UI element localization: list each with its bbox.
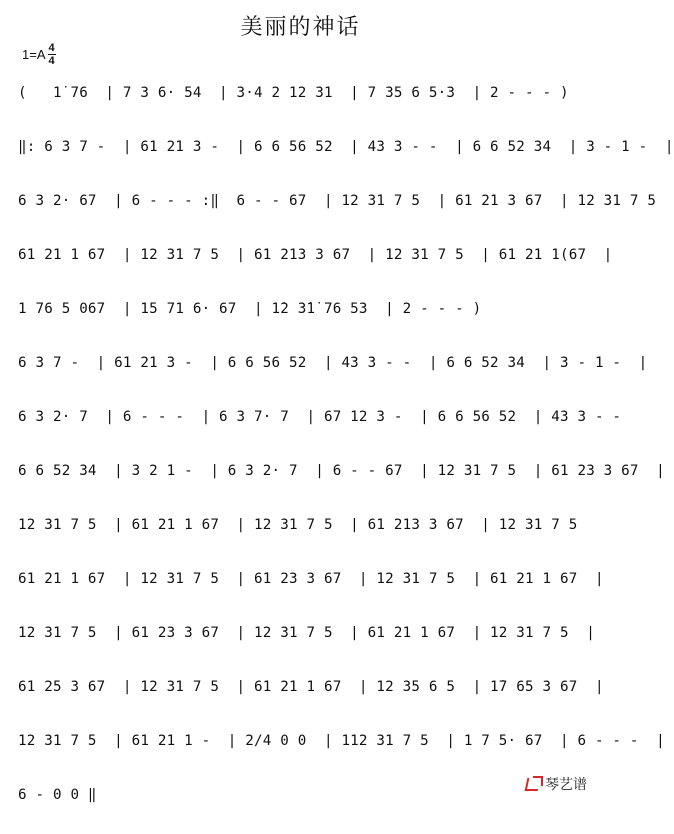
- key-signature: [22, 42, 56, 67]
- site-logo: [526, 774, 587, 794]
- logo-text: 琴艺谱: [545, 776, 587, 792]
- score-line-1: ( 1̇ 76 | 7 3 6· 54 | 3·4 2 12 31 | 7 35 6 5·3 | 2 - - - ): [18, 85, 569, 101]
- score-line-9: 12 31 7 5 | 61 21 1 67 | 12 31 7 5 | 61 213 3 67 | 12 31 7 5: [18, 517, 578, 533]
- score-line-4: 61 21 1 67 | 12 31 7 5 | 61 213 3 67 | 12 31 7 5 | 61 21 1(67 |: [18, 247, 613, 263]
- score-line-10: 61 21 1 67 | 12 31 7 5 | 61 23 3 67 | 12 31 7 5 | 61 21 1 67 |: [18, 571, 604, 587]
- score-line-14: 6 - 0 0 ‖: [18, 787, 97, 803]
- score-line-12: 61 25 3 67 | 12 31 7 5 | 61 21 1 67 | 12 35 6 5 | 1̇7 65 3 67 |: [18, 679, 604, 695]
- score: [18, 78, 674, 834]
- score-line-6: 6 3 7 - | 61 21 3 - | 6 6 56 52 | 43 3 - - | 6 6 52 34 | 3 - 1 - |: [18, 355, 648, 371]
- time-numerator: 4: [48, 42, 55, 54]
- song-title: 美丽的神话: [240, 15, 361, 40]
- time-denominator: 4: [48, 55, 55, 67]
- key-label: 1=A: [22, 47, 46, 62]
- score-line-13: 12 31 7 5 | 61 21 1 - | 2/4 0 0 | 112 31 7 5 | 1 7 5· 67 | 6 - - - |: [18, 733, 665, 749]
- score-line-8: 6 6 52 34 | 3 2 1 - | 6 3 2· 7 | 6 - - 67 | 12 31 7 5 | 61 23 3 67 |: [18, 463, 665, 479]
- score-line-2: ‖: 6 3 7 - | 61 21 3 - | 6 6 56 52 | 43 3 - - | 6 6 52 34 | 3 - 1 - |: [18, 139, 674, 155]
- score-line-5: 1 76 5 067 | 15 71 6· 67 | 1̇2 3̇1̇ 76 53 | 2 - - - ): [18, 301, 482, 317]
- score-line-3: 6 3 2· 67 | 6 - - - :‖ 6 - - 67 | 12 31 7 5 | 61 21 3 67 | 12 31 7 5: [18, 193, 657, 209]
- time-signature: [48, 42, 56, 67]
- logo-icon: [526, 776, 542, 792]
- score-line-11: 12 31 7 5 | 61 23 3 67 | 12 31 7 5 | 61 21 1 67 | 12 31 7 5 |: [18, 625, 595, 641]
- score-line-7: 6 3 2· 7 | 6 - - - | 6 3 7· 7 | 67 12 3 - | 6 6 56 52 | 43 3 - -: [18, 409, 622, 425]
